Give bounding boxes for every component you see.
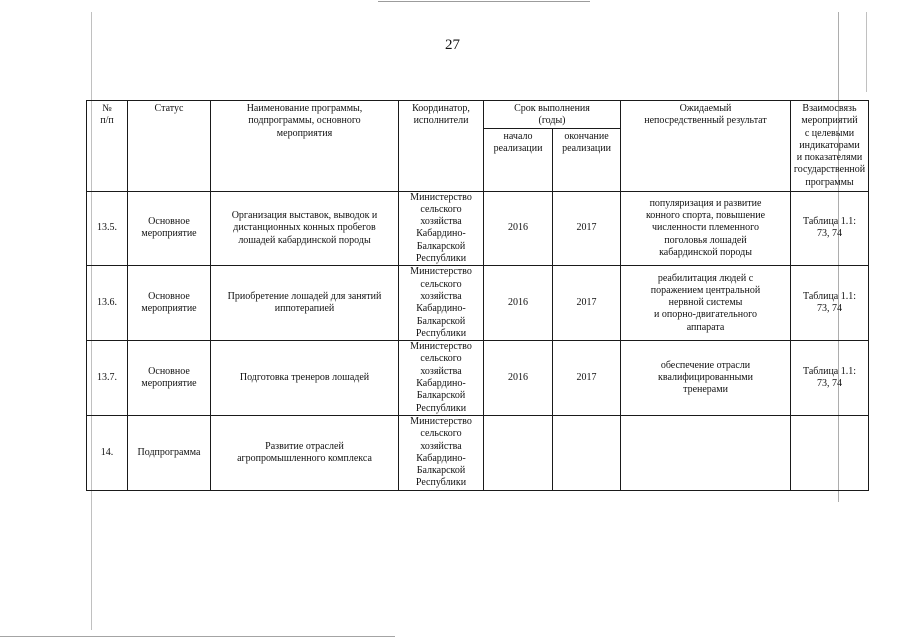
- row-end-year: 2017: [553, 341, 621, 416]
- row-name: Развитие отраслей агропромышленного комплекса: [211, 415, 399, 490]
- row-number: 13.6.: [87, 266, 128, 341]
- row-number: 13.5.: [87, 191, 128, 266]
- row-status: Основное мероприятие: [128, 341, 211, 416]
- row-number: 13.7.: [87, 341, 128, 416]
- table-row: [87, 341, 869, 416]
- header-status: Статус: [128, 101, 211, 192]
- header-coordinator: Координатор, исполнители: [399, 101, 484, 192]
- row-start-year: 2016: [484, 341, 553, 416]
- row-status: Подпрограмма: [128, 415, 211, 490]
- row-coordinator: Министерство сельского хозяйства Кабардино- Балкарской Республики: [399, 266, 484, 341]
- row-end-year: [553, 415, 621, 490]
- header-term: Срок выполнения (годы): [484, 101, 621, 129]
- header-start: начало реализации: [484, 128, 553, 191]
- table-row: [87, 191, 869, 266]
- row-name: Подготовка тренеров лошадей: [211, 341, 399, 416]
- table-header: [87, 101, 869, 192]
- row-link: [791, 415, 869, 490]
- measures-table: [86, 100, 869, 491]
- top-scan-line: [378, 1, 590, 2]
- row-start-year: [484, 415, 553, 490]
- row-start-year: 2016: [484, 266, 553, 341]
- row-name: Организация выставок, выводок и дистанционных конных пробегов лошадей кабардинской породы: [211, 191, 399, 266]
- header-link: Взаимосвязь мероприятий с целевыми индикаторами и показателями государственной программы: [791, 101, 869, 192]
- row-link: Таблица 1.1: 73, 74: [791, 266, 869, 341]
- row-result: популяризация и развитие конного спорта, повышение численности племенного поголовья лошадей кабардинской породы: [621, 191, 791, 266]
- bottom-scan-line: [0, 636, 395, 637]
- header-end: окончание реализации: [553, 128, 621, 191]
- row-result: [621, 415, 791, 490]
- row-result: обеспечение отрасли квалифицированными тренерами: [621, 341, 791, 416]
- row-end-year: 2017: [553, 191, 621, 266]
- table-row: [87, 266, 869, 341]
- header-result: Ожидаемый непосредственный результат: [621, 101, 791, 192]
- header-number: № п/п: [87, 101, 128, 192]
- table-row: [87, 415, 869, 490]
- table-body: [87, 191, 869, 490]
- row-coordinator: Министерство сельского хозяйства Кабардино- Балкарской Республики: [399, 415, 484, 490]
- row-coordinator: Министерство сельского хозяйства Кабардино- Балкарской Республики: [399, 191, 484, 266]
- row-end-year: 2017: [553, 266, 621, 341]
- row-name: Приобретение лошадей для занятий иппотерапией: [211, 266, 399, 341]
- row-link: Таблица 1.1: 73, 74: [791, 341, 869, 416]
- row-result: реабилитация людей с поражением центральной нервной системы и опорно-двигательного аппарата: [621, 266, 791, 341]
- row-link: Таблица 1.1: 73, 74: [791, 191, 869, 266]
- page-number: 27: [445, 37, 460, 53]
- row-start-year: 2016: [484, 191, 553, 266]
- header-name: Наименование программы, подпрограммы, основного мероприятия: [211, 101, 399, 192]
- row-coordinator: Министерство сельского хозяйства Кабардино- Балкарской Республики: [399, 341, 484, 416]
- row-number: 14.: [87, 415, 128, 490]
- row-status: Основное мероприятие: [128, 266, 211, 341]
- row-status: Основное мероприятие: [128, 191, 211, 266]
